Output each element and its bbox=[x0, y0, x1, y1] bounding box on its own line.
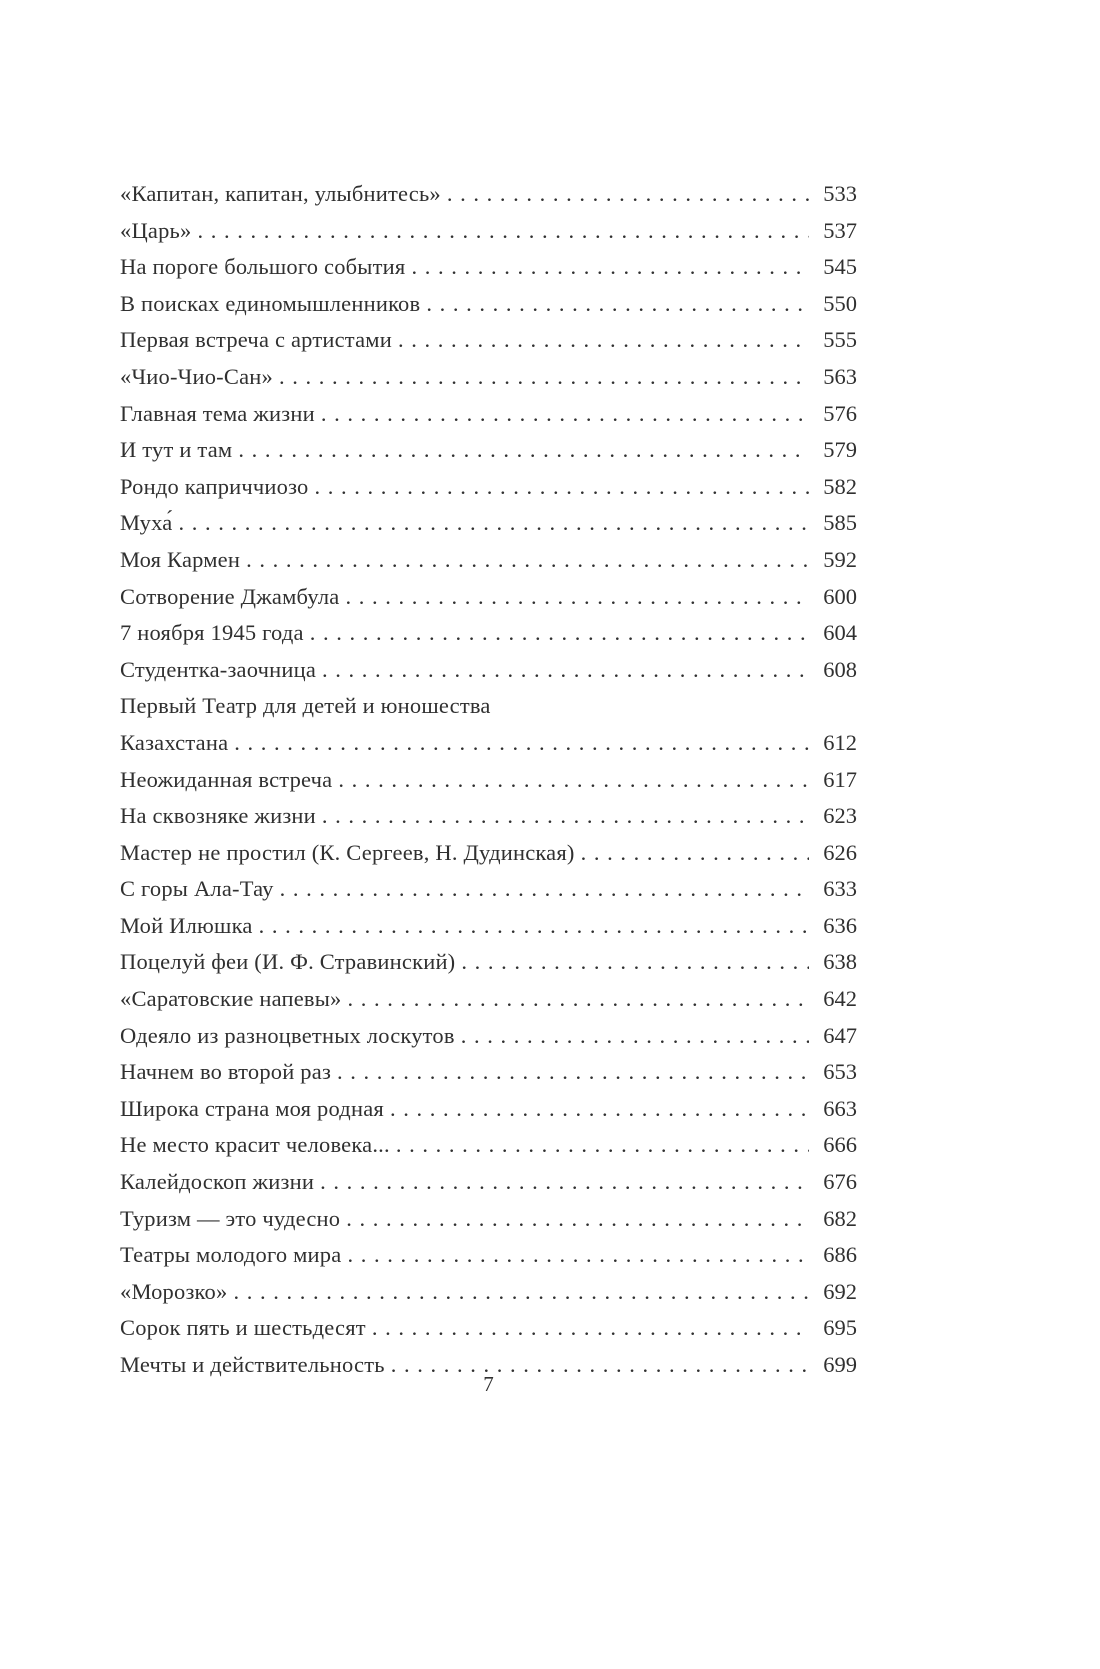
table-of-contents bbox=[120, 176, 857, 1384]
toc-entry-title: Широка страна моя родная bbox=[120, 1095, 384, 1121]
toc-entry-page: 579 bbox=[823, 437, 857, 463]
toc-entry-title: 7 ноября 1945 года bbox=[120, 620, 304, 646]
toc-entry-page: 612 bbox=[823, 729, 857, 755]
toc-entry bbox=[120, 579, 857, 616]
toc-entry-page: 550 bbox=[823, 290, 857, 316]
dot-leader bbox=[581, 835, 809, 872]
toc-entry-title: И тут и там bbox=[120, 437, 233, 463]
dot-leader bbox=[178, 505, 809, 542]
page-number: 7 bbox=[483, 1372, 494, 1396]
toc-entry-title: Сотворение Джамбула bbox=[120, 583, 340, 609]
toc-entry bbox=[120, 432, 857, 469]
toc-entry-title: Главная тема жизни bbox=[120, 400, 315, 426]
toc-entry-page: 617 bbox=[823, 766, 857, 792]
toc-entry bbox=[120, 322, 857, 359]
toc-entry-title: Студентка-заочница bbox=[120, 656, 317, 682]
toc-entry bbox=[120, 396, 857, 433]
toc-entry-page: 585 bbox=[823, 510, 857, 536]
dot-leader bbox=[315, 469, 809, 506]
toc-entry-page: 653 bbox=[823, 1059, 857, 1085]
dot-leader bbox=[246, 542, 809, 579]
dot-leader bbox=[346, 1201, 809, 1238]
toc-entry-title: Калейдоскоп жизни bbox=[120, 1169, 315, 1195]
dot-leader bbox=[197, 213, 809, 250]
toc-entry bbox=[120, 1091, 857, 1128]
toc-entry-title: «Чио-Чио-Сан» bbox=[120, 363, 273, 389]
toc-entry bbox=[120, 871, 857, 908]
toc-entry bbox=[120, 469, 857, 506]
toc-entry-page: 600 bbox=[823, 583, 857, 609]
toc-entry-page: 647 bbox=[823, 1022, 857, 1048]
toc-entry-title: С горы Ала-Тау bbox=[120, 876, 274, 902]
dot-leader bbox=[259, 908, 809, 945]
dot-leader bbox=[238, 432, 809, 469]
toc-entry-page: 692 bbox=[823, 1278, 857, 1304]
toc-entry-title: Одеяло из разноцветных лоскутов bbox=[120, 1022, 455, 1048]
toc-entry-page: 555 bbox=[823, 327, 857, 353]
toc-entry-title: «Морозко» bbox=[120, 1278, 228, 1304]
toc-entry-title: Сорок пять и шестьдесят bbox=[120, 1315, 366, 1341]
toc-entry bbox=[120, 835, 857, 872]
toc-entry-title: Театры молодого мира bbox=[120, 1242, 342, 1268]
toc-entry-title: «Царь» bbox=[120, 217, 192, 243]
toc-entry bbox=[120, 688, 857, 725]
toc-entry-title: Поцелуй феи (И. Ф. Стравинский) bbox=[120, 949, 456, 975]
toc-entry-title: Не место красит человека... bbox=[120, 1132, 390, 1158]
toc-entry-page: 695 bbox=[823, 1315, 857, 1341]
toc-entry-page: 623 bbox=[823, 803, 857, 829]
toc-entry bbox=[120, 1237, 857, 1274]
toc-entry bbox=[120, 652, 857, 689]
dot-leader bbox=[348, 981, 810, 1018]
dot-leader bbox=[461, 944, 809, 981]
dot-leader bbox=[426, 286, 809, 323]
dot-leader bbox=[322, 798, 809, 835]
toc-entry bbox=[120, 615, 857, 652]
toc-entry-page: 636 bbox=[823, 912, 857, 938]
toc-entry-title: Неожиданная встреча bbox=[120, 766, 333, 792]
toc-entry-page: 676 bbox=[823, 1169, 857, 1195]
toc-entry-title: «Саратовские напевы» bbox=[120, 986, 342, 1012]
toc-entry-title: Мой Илюшка bbox=[120, 912, 253, 938]
dot-leader bbox=[234, 725, 809, 762]
toc-entry bbox=[120, 1018, 857, 1055]
toc-entry bbox=[120, 1274, 857, 1311]
dot-leader bbox=[322, 652, 809, 689]
toc-entry-title: В поисках единомышленников bbox=[120, 290, 421, 316]
dot-leader bbox=[411, 249, 809, 286]
toc-entry-title: Мечты и действительность bbox=[120, 1352, 385, 1377]
toc-entry bbox=[120, 725, 857, 762]
dot-leader bbox=[345, 579, 809, 616]
toc-entry-title: «Капитан, капитан, улыбнитесь» bbox=[120, 181, 441, 206]
toc-entry-title: Первая встреча с артистами bbox=[120, 327, 392, 353]
toc-entry-page: 686 bbox=[823, 1242, 857, 1268]
toc-entry-page: 699 bbox=[823, 1352, 857, 1377]
dot-leader bbox=[321, 396, 809, 433]
dot-leader bbox=[338, 762, 809, 799]
toc-entry-page: 545 bbox=[823, 254, 857, 280]
toc-entry bbox=[120, 213, 857, 250]
toc-entry-page: 576 bbox=[823, 400, 857, 426]
toc-entry bbox=[120, 542, 857, 579]
dot-leader bbox=[347, 1237, 809, 1274]
toc-entry-page: 633 bbox=[823, 876, 857, 902]
toc-entry-page: 533 bbox=[823, 181, 857, 206]
toc-entry-page: 626 bbox=[823, 839, 857, 865]
toc-entry-page: 638 bbox=[823, 949, 857, 975]
toc-entry bbox=[120, 762, 857, 799]
dot-leader bbox=[447, 176, 809, 213]
toc-entry-title: Моя Кармен bbox=[120, 546, 241, 572]
toc-entry bbox=[120, 286, 857, 323]
toc-entry-page: 663 bbox=[823, 1095, 857, 1121]
toc-entry-title: Муха́ bbox=[120, 510, 173, 536]
toc-entry bbox=[120, 1164, 857, 1201]
toc-entry bbox=[120, 908, 857, 945]
toc-entry bbox=[120, 1310, 857, 1347]
toc-entry bbox=[120, 505, 857, 542]
dot-leader bbox=[233, 1274, 809, 1311]
toc-entry-page: 592 bbox=[823, 546, 857, 572]
dot-leader bbox=[279, 359, 809, 396]
toc-entry-page: 604 bbox=[823, 620, 857, 646]
toc-entry-title: Мастер не простил (К. Сергеев, Н. Дудинская) bbox=[120, 839, 575, 865]
dot-leader bbox=[337, 1054, 809, 1091]
toc-entry-title: На пороге большого события bbox=[120, 254, 406, 280]
dot-leader bbox=[398, 322, 809, 359]
toc-entry bbox=[120, 1127, 857, 1164]
toc-entry bbox=[120, 176, 857, 213]
toc-entry-title: Первый Театр для детей и юношества bbox=[120, 693, 491, 719]
toc-entry-page: 666 bbox=[823, 1132, 857, 1158]
toc-entry-page: 682 bbox=[823, 1205, 857, 1231]
toc-entry bbox=[120, 798, 857, 835]
toc-entry bbox=[120, 944, 857, 981]
toc-entry bbox=[120, 981, 857, 1018]
toc-entry-title: На сквозняке жизни bbox=[120, 803, 316, 829]
toc-entry bbox=[120, 1201, 857, 1238]
toc-entry bbox=[120, 359, 857, 396]
dot-leader bbox=[396, 1127, 809, 1164]
dot-leader bbox=[320, 1164, 809, 1201]
toc-entry bbox=[120, 249, 857, 286]
toc-entry-page: 563 bbox=[823, 363, 857, 389]
dot-leader bbox=[461, 1018, 809, 1055]
toc-entry-title: Начнем во второй раз bbox=[120, 1059, 332, 1085]
toc-entry bbox=[120, 1054, 857, 1091]
dot-leader bbox=[280, 871, 809, 908]
toc-entry-page: 642 bbox=[823, 986, 857, 1012]
toc-entry-page: 582 bbox=[823, 473, 857, 499]
toc-entry-page: 608 bbox=[823, 656, 857, 682]
dot-leader bbox=[310, 615, 809, 652]
dot-leader bbox=[372, 1310, 809, 1347]
toc-entry-title: Казахстана bbox=[120, 729, 229, 755]
toc-entry-title: Туризм — это чудесно bbox=[120, 1205, 341, 1231]
toc-entry-page: 537 bbox=[823, 217, 857, 243]
toc-entry-title: Рондо каприччиозо bbox=[120, 473, 309, 499]
dot-leader bbox=[390, 1091, 809, 1128]
